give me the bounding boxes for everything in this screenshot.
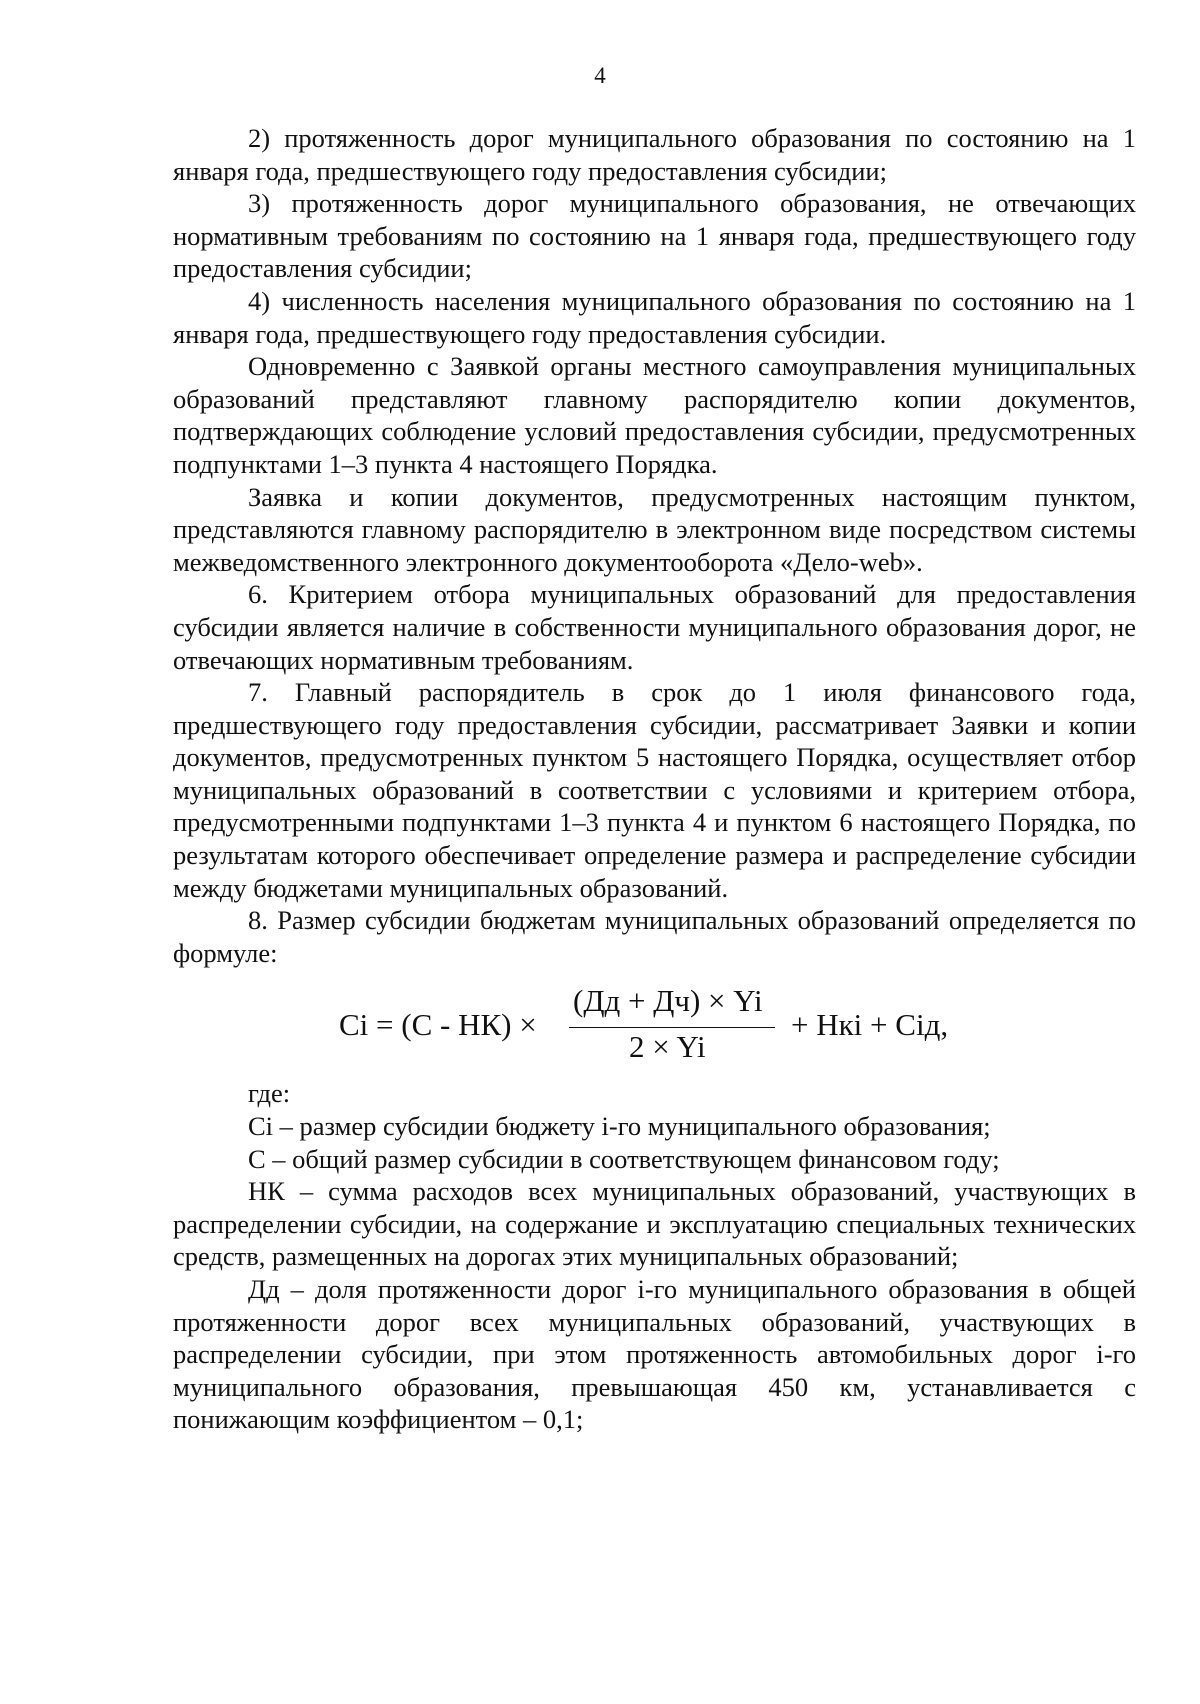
formula-right-part: + Нкi + Сiд, — [791, 1007, 949, 1043]
definition-nk: НК – сумма расходов всех муниципальных образований, участвующих в распределении субсидии, на содержание и эксплуатацию специальных технических средств, размещенных на дорогах этих муниципальных образований; — [173, 1176, 1136, 1272]
paragraph-item-2-road-length: 2) протяженность дорог муниципального образования по состоянию на 1 января года, предшествующего году предоставления субсидии; — [173, 123, 1136, 186]
formula-fraction-bar — [569, 1027, 775, 1028]
definition-c: С – общий размер субсидии в соответствующем финансовом году; — [248, 1143, 1000, 1174]
subsidy-formula — [173, 981, 1136, 1073]
formula-left-part: Сi = (С - НК) × — [339, 1007, 537, 1043]
paragraph-point-6-criterion: 6. Критерием отбора муниципальных образований для предоставления субсидии является наличие в собственности муниципального образования дорог, не отвечающих нормативным требованиям. — [173, 579, 1136, 675]
page-number: 4 — [594, 63, 606, 88]
paragraph-simultaneously-with-application: Одновременно с Заявкой органы местного самоуправления муниципальных образований представляют главному распорядителю копии документов, подтверждающих соблюдение условий предоставления субсидии, предусмотренных подпунктами 1–3 пункта 4 настоящего Порядка. — [173, 351, 1136, 479]
where-label: где: — [248, 1078, 291, 1109]
formula-numerator: (Дд + Дч) × Yi — [573, 983, 763, 1019]
paragraph-item-4-population: 4) численность населения муниципального образования по состоянию на 1 января года, предшествующего году предоставления субсидии. — [173, 285, 1136, 349]
paragraph-point-8-formula-intro: 8. Размер субсидии бюджетам муниципальных образований определяется по формуле: — [173, 905, 1136, 968]
paragraph-application-electronic: Заявка и копии документов, предусмотренных настоящим пунктом, представляются главному распорядителю в электронном виде посредством системы межведомственного электронного документооборота «Дело-web». — [173, 481, 1136, 577]
paragraph-item-3-substandard-roads: 3) протяженность дорог муниципального образования, не отвечающих нормативным требованиям по состоянию на 1 января года, предшествующего году предоставления субсидии; — [173, 188, 1136, 284]
document-body — [173, 122, 1136, 1436]
paragraph-point-7-selection: 7. Главный распорядитель в срок до 1 июля финансового года, предшествующего году предоставления субсидии, рассматривает Заявки и копии документов, предусмотренных пунктом 5 настоящего Порядка, осуществляет отбор муниципальных образований в соответствии с условиями и критерием отбора, предусмотренными подпунктами 1–3 пункта 4 и пунктом 6 настоящего Порядка, по результатам которого обеспечивает определение размера и распределение субсидии между бюджетами муниципальных образований. — [173, 677, 1136, 903]
formula-denominator: 2 × Yi — [629, 1029, 706, 1065]
definition-ci: Сi – размер субсидии бюджету i-го муниципального образования; — [248, 1111, 991, 1142]
definition-dd: Дд – доля протяженности дорог i-го муниципального образования в общей протяженности дорог всех муниципальных образований, участвующих в распределении субсидии, при этом протяженность автомобильных дорог i-го муниципального образования, превышающая 450 км, устанавливается с понижающим коэффициентом – 0,1; — [173, 1274, 1136, 1435]
